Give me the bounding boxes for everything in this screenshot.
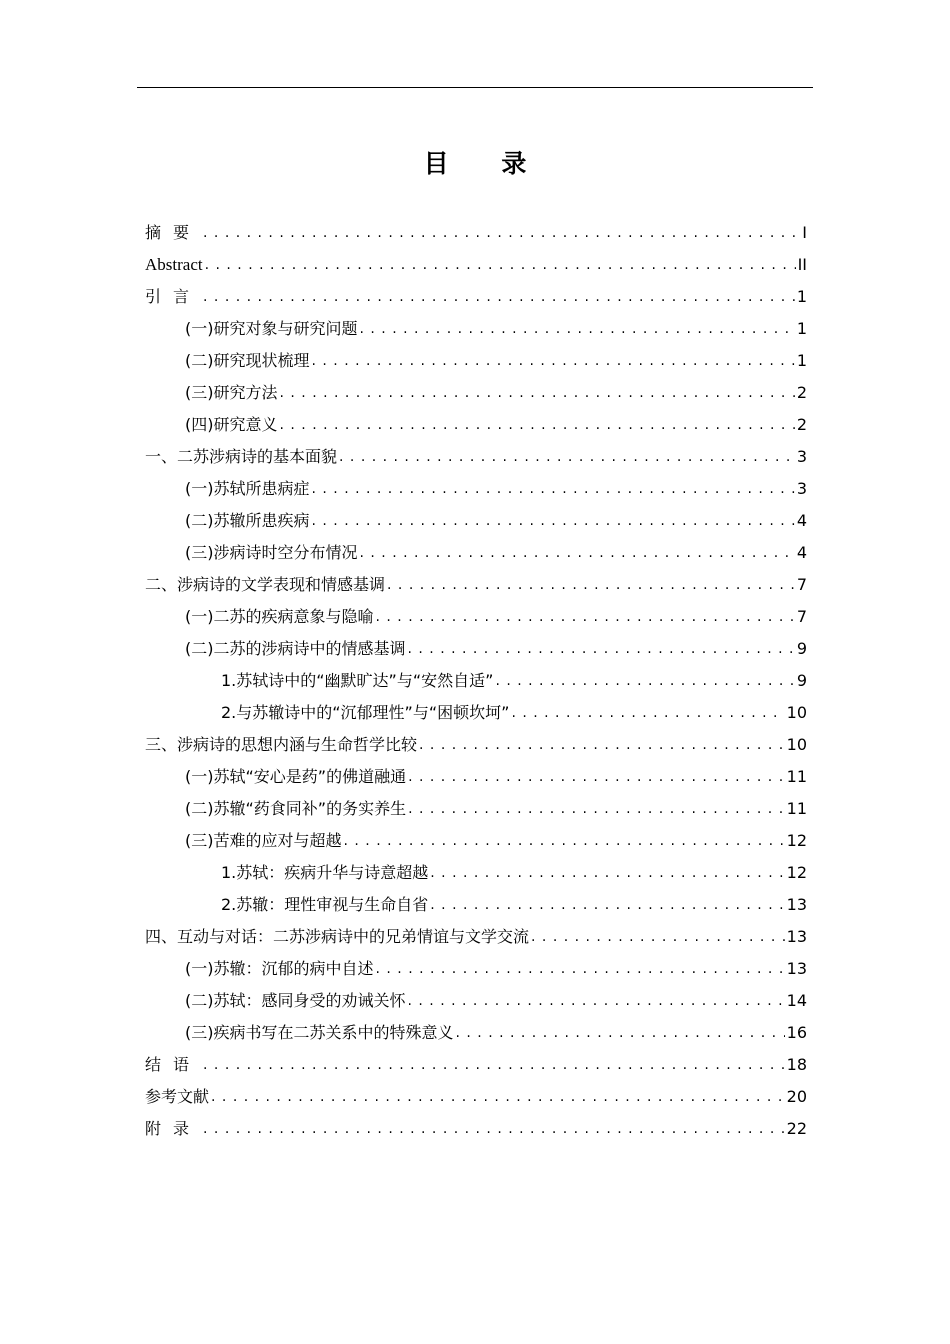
toc-entry-page: 4 (796, 511, 807, 530)
toc-entry-label: (一)苏轼“安心是药”的佛道融通 (185, 767, 407, 786)
toc-entry[interactable] (145, 308, 807, 340)
toc-leader-dots (376, 958, 785, 980)
toc-entry[interactable] (145, 340, 807, 372)
toc-entry-page: 13 (786, 959, 807, 978)
header-rule (137, 87, 813, 88)
toc-leader-dots (531, 926, 785, 948)
toc-entry-page: 20 (786, 1087, 807, 1106)
toc-entry[interactable] (145, 692, 807, 724)
toc-entry[interactable] (145, 212, 807, 244)
toc-entry[interactable] (145, 788, 807, 820)
toc-entry-page: 14 (786, 991, 807, 1010)
toc-entry-page: 1 (796, 319, 807, 338)
toc-entry[interactable] (145, 1044, 807, 1076)
toc-entry-label: 四、互动与对话：二苏涉病诗中的兄弟情谊与文学交流 (145, 927, 530, 946)
toc-entry[interactable] (145, 628, 807, 660)
toc-entry-label: (三)疾病书写在二苏关系中的特殊意义 (185, 1023, 454, 1042)
toc-entry-label: 1.苏轼诗中的“幽默旷达”与“安然自适” (221, 671, 494, 690)
toc-entry-label: 摘要 (145, 223, 202, 242)
toc-entry-page: 16 (786, 1023, 807, 1042)
toc-entry-label: (二)研究现状梳理 (185, 351, 310, 370)
toc-entry-page: 1 (796, 351, 807, 370)
toc-entry[interactable] (145, 916, 807, 948)
toc-entry-page: II (797, 255, 807, 274)
toc-entry-page: 3 (796, 479, 807, 498)
toc-leader-dots (312, 510, 795, 532)
toc-entry[interactable] (145, 372, 807, 404)
toc-entry-page: 1 (796, 287, 807, 306)
toc-leader-dots (430, 862, 784, 884)
toc-entry[interactable] (145, 436, 807, 468)
toc-leader-dots (312, 350, 795, 372)
toc-entry-label: (三)苦难的应对与超越 (185, 831, 342, 850)
table-of-contents (145, 212, 807, 1140)
toc-entry-label: 2.苏辙：理性审视与生命自省 (221, 895, 429, 914)
toc-leader-dots (387, 574, 795, 596)
toc-leader-dots (312, 478, 795, 500)
toc-entry-label: Abstract (145, 255, 203, 274)
toc-entry-page: I (802, 223, 807, 242)
toc-entry-page: 13 (786, 895, 807, 914)
toc-entry[interactable] (145, 852, 807, 884)
toc-entry-page: 11 (786, 767, 807, 786)
toc-entry-page: 10 (786, 735, 807, 754)
toc-leader-dots (203, 1118, 785, 1140)
toc-entry-label: (一)二苏的疾病意象与隐喻 (185, 607, 374, 626)
page-title: 目 录 (423, 149, 549, 178)
toc-entry-label: (一)研究对象与研究问题 (185, 319, 358, 338)
toc-leader-dots (360, 542, 795, 564)
toc-entry[interactable] (145, 884, 807, 916)
toc-entry[interactable] (145, 724, 807, 756)
toc-entry-label: (三)涉病诗时空分布情况 (185, 543, 358, 562)
toc-entry-page: 11 (786, 799, 807, 818)
toc-leader-dots (430, 894, 784, 916)
toc-entry-label: (二)苏轼：感同身受的劝诫关怀 (185, 991, 406, 1010)
toc-entry-page: 22 (786, 1119, 807, 1138)
toc-entry[interactable] (145, 820, 807, 852)
toc-entry[interactable] (145, 756, 807, 788)
toc-entry[interactable] (145, 1012, 807, 1044)
toc-entry-label: (一)苏轼所患病症 (185, 479, 310, 498)
toc-leader-dots (495, 670, 794, 692)
toc-entry-label: 一、二苏涉病诗的基本面貌 (145, 447, 338, 466)
toc-leader-dots (205, 254, 796, 276)
toc-entry[interactable] (145, 1108, 807, 1140)
toc-entry-page: 3 (796, 447, 807, 466)
toc-leader-dots (280, 382, 795, 404)
toc-entry[interactable] (145, 244, 807, 276)
toc-entry-page: 13 (786, 927, 807, 946)
toc-entry-page: 2 (796, 383, 807, 402)
toc-leader-dots (280, 414, 795, 436)
toc-leader-dots (203, 1054, 785, 1076)
toc-leader-dots (419, 734, 785, 756)
toc-leader-dots (203, 222, 800, 244)
toc-entry-page: 4 (796, 543, 807, 562)
toc-entry[interactable] (145, 596, 807, 628)
toc-entry-label: 附录 (145, 1119, 202, 1138)
toc-leader-dots (408, 638, 795, 660)
toc-entry-label: (二)苏辙“药食同补”的务实养生 (185, 799, 407, 818)
toc-entry-label: (一)苏辙：沉郁的病中自述 (185, 959, 374, 978)
toc-entry[interactable] (145, 404, 807, 436)
toc-leader-dots (456, 1022, 785, 1044)
toc-entry-page: 9 (796, 639, 807, 658)
toc-entry[interactable] (145, 532, 807, 564)
toc-entry-page: 12 (786, 831, 807, 850)
toc-entry-label: 参考文献 (145, 1087, 210, 1106)
toc-entry-page: 18 (786, 1055, 807, 1074)
toc-leader-dots (408, 990, 785, 1012)
toc-entry[interactable] (145, 468, 807, 500)
toc-leader-dots (339, 446, 795, 468)
toc-entry-page: 12 (786, 863, 807, 882)
toc-entry[interactable] (145, 1076, 807, 1108)
toc-entry-label: 二、涉病诗的文学表现和情感基调 (145, 575, 386, 594)
toc-leader-dots (360, 318, 795, 340)
toc-entry[interactable] (145, 564, 807, 596)
toc-entry-label: 引言 (145, 287, 202, 306)
toc-entry-label: (二)二苏的涉病诗中的情感基调 (185, 639, 406, 658)
toc-entry-page: 2 (796, 415, 807, 434)
toc-entry[interactable] (145, 660, 807, 692)
toc-entry-label: 三、涉病诗的思想内涵与生命哲学比较 (145, 735, 418, 754)
toc-entry[interactable] (145, 948, 807, 980)
toc-entry[interactable] (145, 980, 807, 1012)
toc-entry-label: (三)研究方法 (185, 383, 278, 402)
toc-entry-page: 7 (796, 575, 807, 594)
toc-leader-dots (408, 798, 785, 820)
toc-entry[interactable] (145, 276, 807, 308)
toc-entry-page: 7 (796, 607, 807, 626)
toc-entry-page: 10 (786, 703, 807, 722)
toc-leader-dots (408, 766, 785, 788)
toc-entry-page: 9 (796, 671, 807, 690)
toc-leader-dots (203, 286, 795, 308)
toc-leader-dots (376, 606, 795, 628)
toc-leader-dots (511, 702, 784, 724)
toc-leader-dots (211, 1086, 785, 1108)
toc-entry[interactable] (145, 500, 807, 532)
toc-entry-label: (二)苏辙所患疾病 (185, 511, 310, 530)
toc-entry-label: 1.苏轼：疾病升华与诗意超越 (221, 863, 429, 882)
toc-leader-dots (344, 830, 785, 852)
toc-entry-label: (四)研究意义 (185, 415, 278, 434)
toc-entry-label: 结语 (145, 1055, 202, 1074)
toc-entry-label: 2.与苏辙诗中的“沉郁理性”与“困顿坎坷” (221, 703, 510, 722)
